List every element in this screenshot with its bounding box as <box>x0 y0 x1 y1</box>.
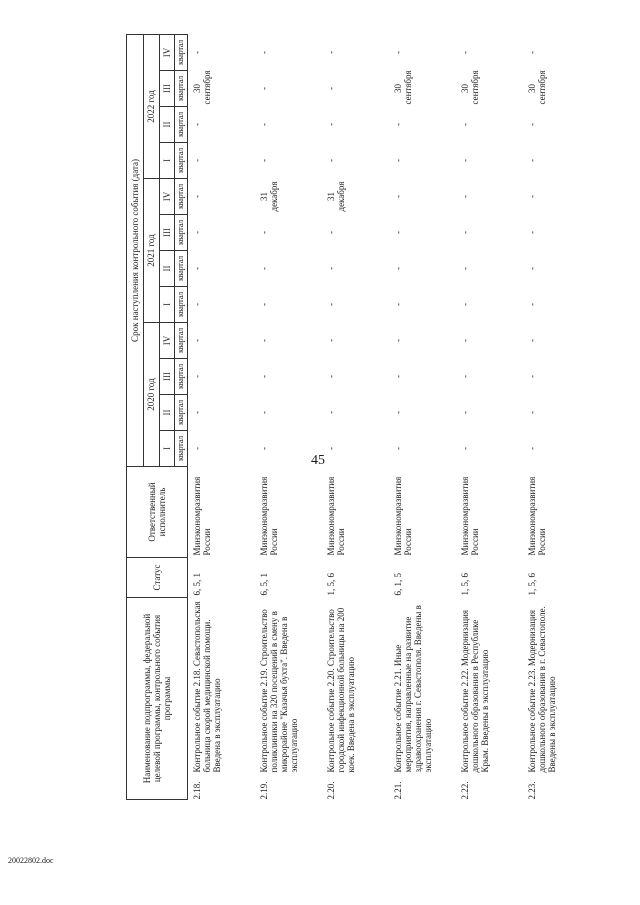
header-executor: Ответственный исполнитель <box>127 467 188 558</box>
control-events-table-rotated <box>126 35 614 800</box>
quarter-number: IV <box>160 34 175 70</box>
quarter-number: III <box>160 215 175 251</box>
quarter-deadline-cell: - <box>192 159 202 162</box>
quarter-deadline-cell: - <box>192 50 202 54</box>
quarter-deadline-cell: 30 сентября <box>192 70 213 105</box>
event-name: Контрольное событие 2.18. Севастопольская больница скорой медицинской помощи. Введена в эксплуатацию <box>192 601 223 773</box>
quarter-label: квартал <box>175 323 188 359</box>
quarter-deadline-cell: - <box>258 375 269 378</box>
quarter-label: квартал <box>175 215 188 251</box>
row-number: 2.21. <box>392 781 403 800</box>
table-row <box>255 34 322 799</box>
event-executor: Минэкономразвития России <box>192 476 213 556</box>
quarter-deadline-cell: - <box>526 447 537 450</box>
quarter-deadline-cell: 30 сентября <box>392 70 413 105</box>
quarter-label: квартал <box>175 287 188 323</box>
quarter-deadline-cell: - <box>325 267 336 270</box>
quarter-label: квартал <box>175 251 188 287</box>
quarter-deadline-cell: - <box>192 123 202 126</box>
quarter-deadline-cell: - <box>459 123 470 126</box>
quarter-deadline-cell: - <box>192 267 202 270</box>
quarter-deadline-cell: - <box>459 447 470 450</box>
quarter-deadline-cell: - <box>258 411 269 414</box>
quarter-deadline-cell: - <box>459 50 470 54</box>
quarter-deadline-cell: - <box>392 339 403 342</box>
event-status: 1, 5, 6 <box>526 573 537 596</box>
quarter-label: квартал <box>175 179 188 215</box>
quarter-deadline-cell: - <box>192 447 202 450</box>
event-name: Контрольное событие 2.22. Модернизация дошкольного образования в Республике Крым. Введены в эксплуатацию <box>459 610 490 773</box>
quarter-deadline-cell: - <box>459 303 470 306</box>
quarter-number: IV <box>160 179 175 215</box>
event-executor: Минэкономразвития России <box>392 476 413 556</box>
quarter-deadline-cell: - <box>258 123 269 126</box>
event-status: 6, 5, 1 <box>192 573 202 596</box>
event-executor: Минэкономразвития России <box>258 476 279 556</box>
quarter-deadline-cell: - <box>526 123 537 126</box>
row-number: 2.19. <box>258 781 269 800</box>
quarter-deadline-cell: - <box>526 159 537 162</box>
quarter-deadline-cell: - <box>526 411 537 414</box>
quarter-deadline-cell: - <box>325 50 336 54</box>
quarter-label: квартал <box>175 143 188 179</box>
quarter-deadline-cell: 31 декабря <box>258 181 279 212</box>
quarter-deadline-cell: - <box>258 87 269 90</box>
quarter-deadline-cell: - <box>392 447 403 450</box>
event-status: 6, 5, 1 <box>258 573 269 596</box>
quarter-deadline-cell: - <box>526 303 537 306</box>
event-name: Контрольное событие 2.23. Модернизация дошкольного образования в г. Севастополе. Введены в эксплуатацию <box>526 606 557 773</box>
quarter-number: II <box>160 251 175 287</box>
quarter-deadline-cell: - <box>526 375 537 378</box>
quarter-deadline-cell: - <box>392 375 403 378</box>
quarter-deadline-cell: - <box>526 339 537 342</box>
quarter-deadline-cell: - <box>526 195 537 198</box>
quarter-deadline-cell: - <box>392 303 403 306</box>
event-status: 1, 5, 6 <box>459 573 470 596</box>
quarter-deadline-cell: - <box>192 375 202 378</box>
quarter-deadline-cell: - <box>258 339 269 342</box>
quarter-deadline-cell: - <box>459 231 470 234</box>
quarter-deadline-cell: - <box>526 50 537 54</box>
quarter-deadline-cell: - <box>392 411 403 414</box>
quarter-deadline-cell: 30 сентября <box>459 70 480 105</box>
row-number: 2.20. <box>325 781 336 800</box>
quarter-deadline-cell: - <box>325 339 336 342</box>
event-status: 6, 1, 5 <box>392 573 403 596</box>
quarter-label: квартал <box>175 431 188 467</box>
quarter-label: квартал <box>175 107 188 143</box>
quarter-deadline-cell: - <box>192 411 202 414</box>
header-name: Наименование подпрограммы, федеральной целевой программы, контрольного события программы <box>127 598 188 800</box>
quarter-deadline-cell: - <box>459 339 470 342</box>
event-status: 1, 5, 6 <box>325 573 336 596</box>
quarter-deadline-cell: - <box>392 195 403 198</box>
header-deadline: Срок наступления контрольного события (дата) <box>127 34 144 466</box>
quarter-deadline-cell: - <box>325 303 336 306</box>
quarter-deadline-cell: - <box>459 375 470 378</box>
quarter-deadline-cell: - <box>325 123 336 126</box>
quarter-deadline-cell: - <box>392 123 403 126</box>
quarter-deadline-cell: - <box>459 267 470 270</box>
quarter-deadline-cell: - <box>459 195 470 198</box>
quarter-deadline-cell: - <box>258 159 269 162</box>
quarter-deadline-cell: - <box>392 267 403 270</box>
quarter-deadline-cell: - <box>392 159 403 162</box>
quarter-deadline-cell: - <box>192 303 202 306</box>
table-row <box>389 34 456 799</box>
event-executor: Минэкономразвития России <box>526 476 547 556</box>
quarter-deadline-cell: 30 сентября <box>526 70 547 105</box>
table-row <box>456 34 523 799</box>
quarter-deadline-cell: - <box>526 231 537 234</box>
row-number: 2.22. <box>459 781 470 800</box>
quarter-number: II <box>160 395 175 431</box>
page-number: 45 <box>311 453 325 468</box>
quarter-number: I <box>160 431 175 467</box>
quarter-deadline-cell: - <box>258 231 269 234</box>
year-header: 2022 год <box>144 34 160 178</box>
table-row <box>322 34 389 799</box>
quarter-deadline-cell: - <box>392 50 403 54</box>
quarter-number: IV <box>160 323 175 359</box>
quarter-deadline-cell: 31 декабря <box>325 181 346 212</box>
document-code: 20022802.doc <box>8 856 54 865</box>
quarter-deadline-cell: - <box>325 159 336 162</box>
quarter-deadline-cell: - <box>325 87 336 90</box>
quarter-number: III <box>160 71 175 107</box>
quarter-deadline-cell: - <box>325 411 336 414</box>
quarter-label: квартал <box>175 359 188 395</box>
quarter-deadline-cell: - <box>258 267 269 270</box>
quarter-deadline-cell: - <box>258 303 269 306</box>
quarter-deadline-cell: - <box>325 447 336 450</box>
quarter-deadline-cell: - <box>192 195 202 198</box>
event-name: Контрольное событие 2.21. Иные мероприятия, направленные на развитие здравоохранения г. Севастополя. Введены в эксплуатацию <box>392 605 433 773</box>
table-row <box>188 34 255 799</box>
quarter-label: квартал <box>175 71 188 107</box>
quarter-number: I <box>160 287 175 323</box>
quarter-deadline-cell: - <box>325 231 336 234</box>
row-number: 2.18. <box>192 781 202 800</box>
year-header: 2020 год <box>144 323 160 467</box>
table-row <box>523 34 590 799</box>
row-number: 2.23. <box>526 781 537 800</box>
event-name: Контрольное событие 2.20. Строительство городской инфекционной больницы на 200 коек. Введена в эксплуатацию <box>325 607 356 773</box>
quarter-label: квартал <box>175 395 188 431</box>
quarter-label: квартал <box>175 34 188 70</box>
quarter-deadline-cell: - <box>192 231 202 234</box>
control-events-table <box>126 34 590 800</box>
event-executor: Минэкономразвития России <box>459 476 480 556</box>
quarter-deadline-cell: - <box>459 411 470 414</box>
table-body <box>188 34 590 799</box>
event-executor: Минэкономразвития России <box>325 476 346 556</box>
event-name: Контрольное событие 2.19. Строительство поликлиники на 320 посещений в смену в микрорайоне "Казачья бухта". Введена в эксплуатацию <box>258 609 299 773</box>
quarter-deadline-cell: - <box>192 339 202 342</box>
quarter-deadline-cell: - <box>325 375 336 378</box>
quarter-number: I <box>160 143 175 179</box>
quarter-number: III <box>160 359 175 395</box>
quarter-deadline-cell: - <box>258 447 269 450</box>
quarter-number: II <box>160 107 175 143</box>
year-header: 2021 год <box>144 179 160 323</box>
quarter-deadline-cell: - <box>459 159 470 162</box>
quarter-deadline-cell: - <box>526 267 537 270</box>
quarter-deadline-cell: - <box>258 50 269 54</box>
quarter-deadline-cell: - <box>392 231 403 234</box>
header-status: Статус <box>127 558 188 598</box>
